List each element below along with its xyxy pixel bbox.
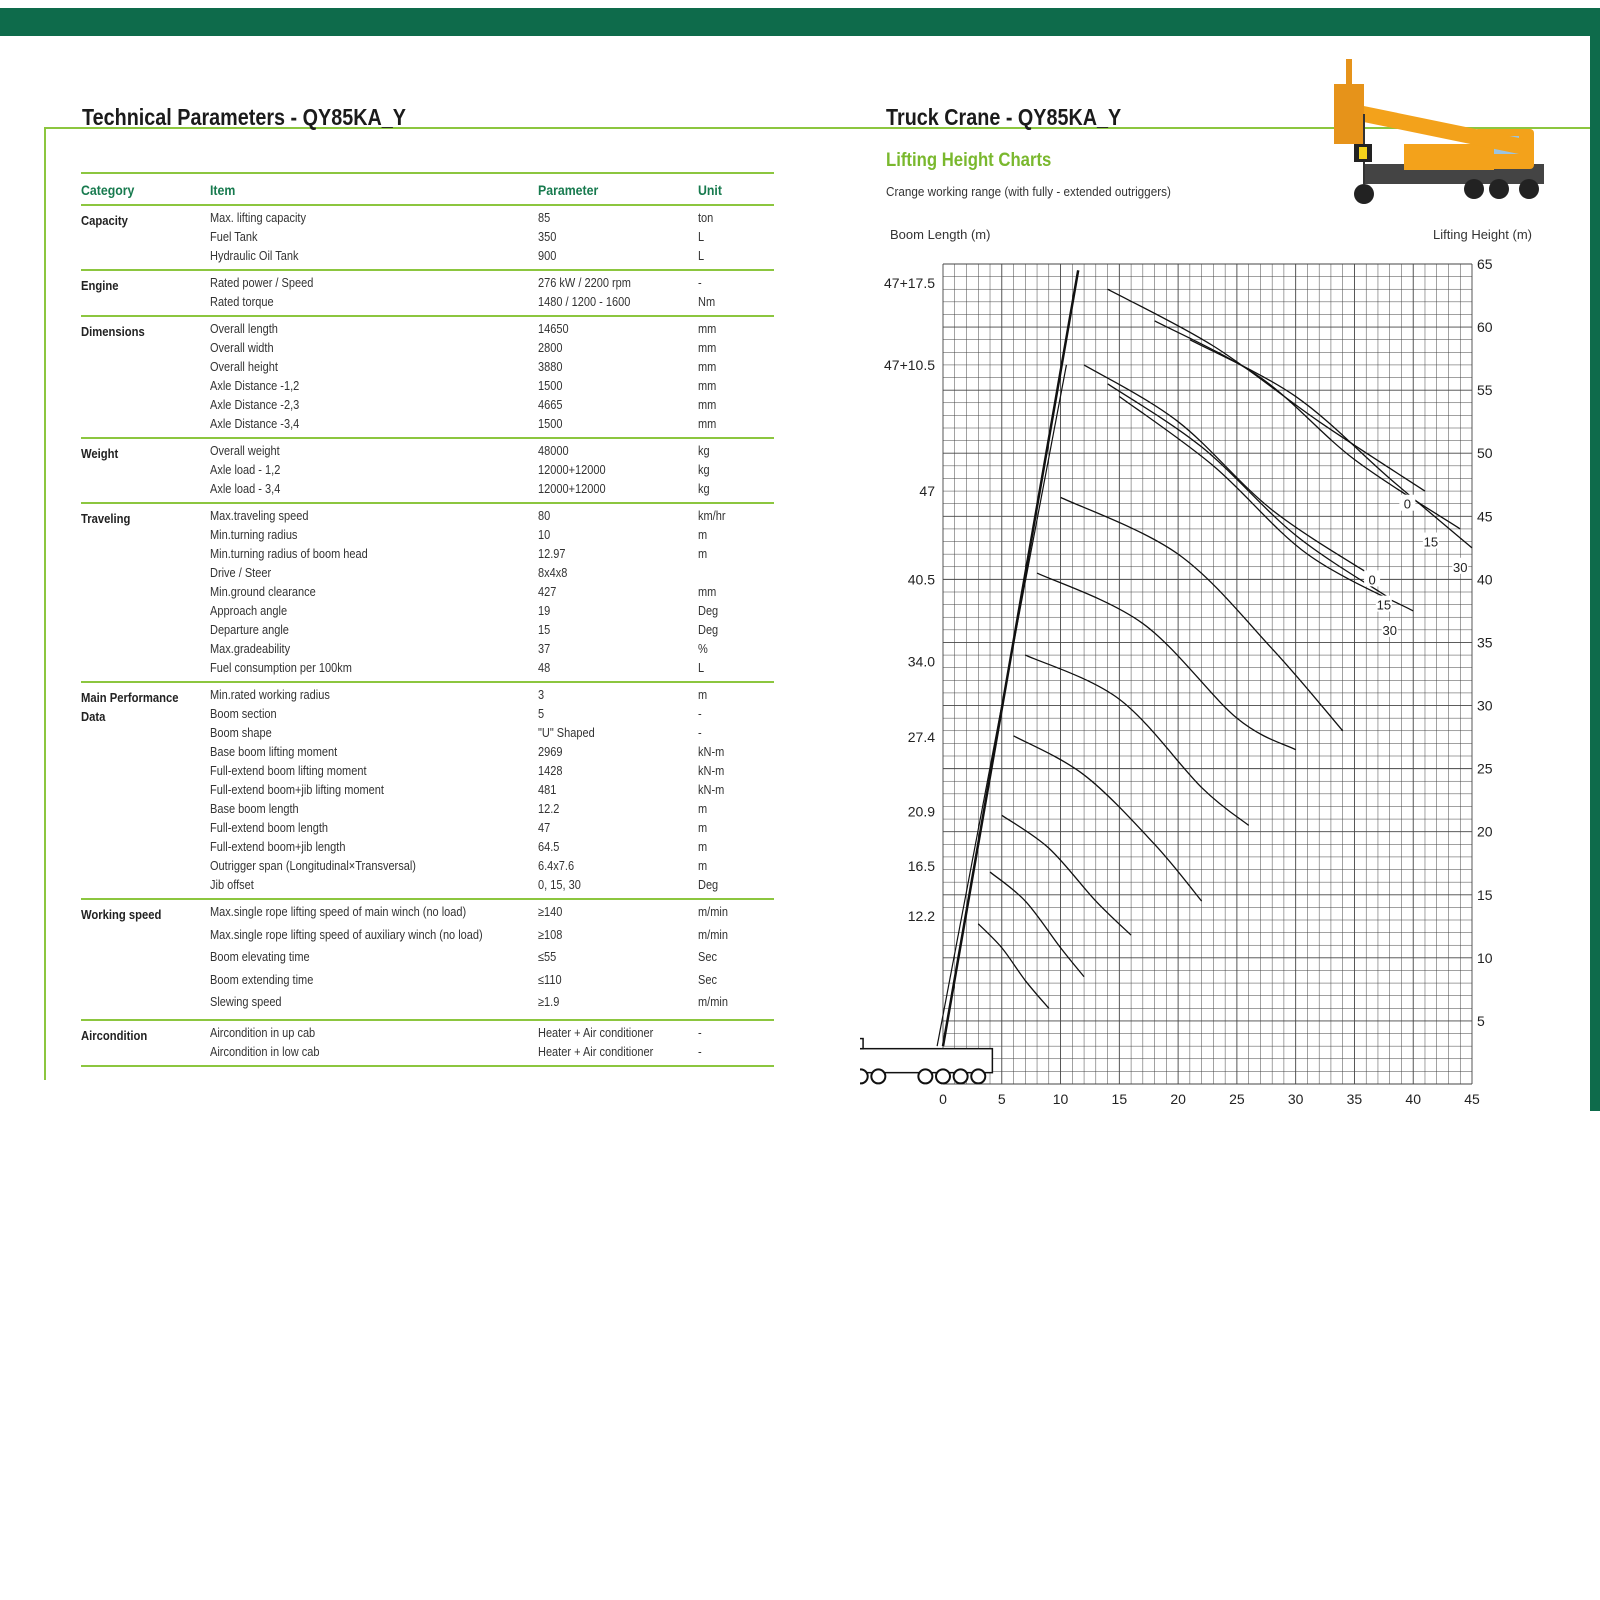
jib-offset-label: 30 bbox=[1453, 559, 1468, 575]
spec-unit: kg bbox=[698, 444, 710, 458]
spec-item: Full-extend boom+jib length bbox=[210, 840, 346, 854]
lifting-height-chart bbox=[860, 225, 1540, 1105]
spec-category: Working speed bbox=[81, 908, 162, 922]
spec-category: Main Performance Data bbox=[81, 691, 179, 724]
jib-offset-label: 30 bbox=[1382, 622, 1397, 638]
spec-item: Outrigger span (Longitudinal×Transversal) bbox=[210, 859, 416, 873]
spec-item: Aircondition in low cab bbox=[210, 1044, 320, 1059]
spec-item: Base boom length bbox=[210, 802, 299, 816]
spec-unit: m bbox=[698, 821, 708, 835]
spec-parameter: 3880 bbox=[538, 360, 563, 374]
boom-length-label: 27.4 bbox=[907, 729, 935, 746]
spec-unit: kg bbox=[698, 482, 710, 496]
y-tick-label: 35 bbox=[1477, 634, 1493, 651]
y-tick-label: 5 bbox=[1477, 1012, 1485, 1029]
spec-item: Max.traveling speed bbox=[210, 509, 309, 523]
spec-item: Max.single rope lifting speed of main winch (no load) bbox=[210, 905, 467, 919]
spec-row bbox=[81, 481, 774, 500]
spec-parameter: 12000+12000 bbox=[538, 463, 606, 477]
y-tick-label: 40 bbox=[1477, 571, 1493, 588]
spec-item: Boom extending time bbox=[210, 972, 314, 987]
x-tick-label: 45 bbox=[1464, 1091, 1480, 1105]
spec-row bbox=[81, 508, 774, 527]
truck-wheel bbox=[936, 1069, 950, 1083]
y-tick-label: 20 bbox=[1477, 823, 1493, 840]
spec-row bbox=[81, 782, 774, 801]
spec-row bbox=[81, 294, 774, 313]
spec-unit: m/min bbox=[698, 927, 728, 942]
spec-row bbox=[81, 927, 774, 950]
y-tick-label: 50 bbox=[1477, 445, 1493, 462]
spec-unit: L bbox=[698, 661, 705, 675]
spec-parameter: 64.5 bbox=[538, 840, 560, 854]
spec-unit: - bbox=[698, 726, 702, 740]
spec-unit: m/min bbox=[698, 995, 728, 1009]
spec-row bbox=[81, 584, 774, 603]
spec-row bbox=[81, 839, 774, 858]
spec-row bbox=[81, 565, 774, 584]
spec-item: Boom shape bbox=[210, 726, 272, 740]
spec-item: Min.turning radius bbox=[210, 528, 298, 542]
spec-unit: mm bbox=[698, 379, 717, 393]
truck-wheel bbox=[871, 1069, 885, 1083]
right-page-title: Truck Crane - QY85KA_Y bbox=[886, 104, 1122, 130]
header-parameter: Parameter bbox=[538, 182, 599, 198]
spec-category: Capacity bbox=[81, 214, 128, 228]
top-banner bbox=[0, 8, 1600, 36]
spec-parameter: 3 bbox=[538, 688, 545, 702]
header-unit: Unit bbox=[698, 182, 722, 198]
spec-item: Overall length bbox=[210, 322, 278, 336]
y-tick-label: 30 bbox=[1477, 697, 1493, 714]
left-page-title: Technical Parameters - QY85KA_Y bbox=[82, 104, 406, 130]
spec-parameter: ≥1.9 bbox=[538, 995, 560, 1009]
spec-group bbox=[81, 1021, 774, 1067]
spec-parameter: 12.97 bbox=[538, 547, 566, 561]
spec-row bbox=[81, 416, 774, 435]
truck-wheel bbox=[918, 1069, 932, 1083]
spec-item: Base boom lifting moment bbox=[210, 745, 338, 759]
lifting-curve bbox=[1002, 815, 1131, 935]
spec-item: Max.gradeability bbox=[210, 642, 291, 656]
spec-parameter: ≤55 bbox=[538, 950, 557, 964]
right-edge-bar bbox=[1590, 36, 1600, 1111]
spec-unit: m bbox=[698, 528, 708, 542]
spec-unit: L bbox=[698, 249, 705, 263]
truck-wheel bbox=[860, 1069, 868, 1083]
spec-item: Rated torque bbox=[210, 295, 274, 309]
spec-parameter: 48000 bbox=[538, 444, 569, 458]
spec-row bbox=[81, 462, 774, 481]
spec-unit: mm bbox=[698, 398, 717, 412]
spec-category: Weight bbox=[81, 447, 119, 461]
spec-unit: Sec bbox=[698, 950, 717, 964]
spec-group bbox=[81, 317, 774, 439]
spec-row bbox=[81, 820, 774, 839]
spec-group bbox=[81, 206, 774, 271]
spec-unit: mm bbox=[698, 360, 717, 374]
spec-parameter: 14650 bbox=[538, 322, 569, 336]
spec-row bbox=[81, 949, 774, 972]
spec-parameter: 19 bbox=[538, 604, 551, 618]
spec-unit: - bbox=[698, 707, 702, 721]
spec-category: Aircondition bbox=[81, 1028, 148, 1043]
boom-length-label: 20.9 bbox=[907, 803, 935, 820]
spec-group bbox=[81, 900, 774, 1021]
x-tick-label: 10 bbox=[1052, 1091, 1069, 1105]
spec-unit: mm bbox=[698, 585, 717, 599]
spec-row bbox=[81, 229, 774, 248]
spec-row bbox=[81, 706, 774, 725]
spec-row bbox=[81, 603, 774, 622]
spec-group bbox=[81, 504, 774, 683]
spec-item: Jib offset bbox=[210, 878, 254, 892]
spec-parameter: 1428 bbox=[538, 764, 563, 778]
spec-unit: - bbox=[698, 276, 702, 290]
spec-row bbox=[81, 877, 774, 896]
spec-item: Rated power / Speed bbox=[210, 276, 314, 290]
y-tick-label: 25 bbox=[1477, 760, 1493, 777]
spec-parameter: 37 bbox=[538, 642, 551, 656]
y-tick-label: 45 bbox=[1477, 508, 1493, 525]
spec-row bbox=[81, 397, 774, 416]
spec-unit: kN-m bbox=[698, 783, 725, 797]
spec-parameter: 0, 15, 30 bbox=[538, 878, 581, 892]
x-tick-label: 25 bbox=[1229, 1091, 1245, 1105]
y-tick-label: 10 bbox=[1477, 949, 1493, 966]
jib-offset-label: 15 bbox=[1376, 597, 1392, 613]
spec-row bbox=[81, 858, 774, 877]
spec-row bbox=[81, 1025, 774, 1044]
spec-item: Min.turning radius of boom head bbox=[210, 547, 368, 561]
truck-cab bbox=[860, 1039, 863, 1049]
spec-unit: m bbox=[698, 688, 708, 702]
spec-unit: m bbox=[698, 859, 708, 873]
y-tick-label: 15 bbox=[1477, 886, 1493, 903]
spec-row bbox=[81, 660, 774, 679]
spec-parameter: 1480 / 1200 - 1600 bbox=[538, 295, 631, 309]
spec-item: Max. lifting capacity bbox=[210, 211, 306, 225]
spec-row bbox=[81, 275, 774, 294]
header-item: Item bbox=[210, 182, 236, 198]
spec-parameter: Heater + Air conditioner bbox=[538, 1025, 654, 1040]
truck-wheel bbox=[954, 1069, 968, 1083]
spec-parameter: 4665 bbox=[538, 398, 563, 412]
spec-table bbox=[81, 172, 774, 1067]
spec-row bbox=[81, 527, 774, 546]
spec-unit: L bbox=[698, 230, 705, 244]
spec-parameter: 350 bbox=[538, 230, 557, 244]
spec-parameter: 2800 bbox=[538, 341, 563, 355]
x-tick-label: 0 bbox=[939, 1091, 947, 1105]
truck-wheel bbox=[971, 1069, 985, 1083]
spec-item: Axle Distance -2,3 bbox=[210, 398, 300, 412]
spec-item: Full-extend boom+jib lifting moment bbox=[210, 783, 384, 797]
chart-caption: Crange working range (with fully - extended outriggers) bbox=[886, 184, 1171, 199]
spec-item: Full-extend boom length bbox=[210, 821, 329, 835]
spec-parameter: 12000+12000 bbox=[538, 482, 606, 496]
spec-unit: - bbox=[698, 1025, 702, 1040]
x-tick-label: 40 bbox=[1405, 1091, 1422, 1105]
spec-parameter: 47 bbox=[538, 821, 551, 835]
spec-row bbox=[81, 248, 774, 267]
spec-parameter: ≥140 bbox=[538, 905, 563, 919]
x-tick-label: 5 bbox=[997, 1091, 1006, 1105]
spec-unit: kN-m bbox=[698, 764, 725, 778]
spec-item: Axle load - 3,4 bbox=[210, 482, 281, 496]
spec-unit: m bbox=[698, 547, 708, 561]
spec-parameter: 85 bbox=[538, 211, 551, 225]
spec-row bbox=[81, 210, 774, 229]
spec-item: Overall width bbox=[210, 341, 274, 355]
spec-unit: kg bbox=[698, 463, 710, 477]
header-category: Category bbox=[81, 182, 135, 198]
spec-row bbox=[81, 994, 774, 1017]
spec-row bbox=[81, 744, 774, 763]
spec-row bbox=[81, 1044, 774, 1063]
spec-unit: Deg bbox=[698, 623, 719, 637]
spec-item: Boom elevating time bbox=[210, 950, 310, 964]
jib-offset-label: 0 bbox=[1368, 572, 1376, 588]
boom-length-label: 47 bbox=[919, 483, 935, 500]
y-tick-label: 65 bbox=[1477, 256, 1493, 272]
boom-length-label: 34.0 bbox=[907, 653, 935, 670]
spec-group bbox=[81, 683, 774, 900]
lifting-curve bbox=[1025, 655, 1248, 825]
spec-group bbox=[81, 271, 774, 317]
boom-length-label: 47+10.5 bbox=[884, 356, 935, 373]
spec-item: Overall height bbox=[210, 360, 278, 374]
boom-length-label: 16.5 bbox=[907, 857, 935, 874]
spec-groups bbox=[81, 206, 774, 1067]
spec-item: Axle Distance -1,2 bbox=[210, 379, 300, 393]
spec-parameter: 1500 bbox=[538, 379, 563, 393]
y-axis-left-title: Boom Length (m) bbox=[890, 227, 991, 242]
spec-item: Overall weight bbox=[210, 444, 280, 458]
spec-parameter: 8x4x8 bbox=[538, 566, 568, 580]
spec-unit: mm bbox=[698, 417, 717, 431]
spec-row bbox=[81, 546, 774, 565]
spec-group bbox=[81, 439, 774, 504]
spec-unit: % bbox=[698, 642, 708, 656]
spec-item: Min.rated working radius bbox=[210, 688, 330, 702]
spec-row bbox=[81, 359, 774, 378]
spec-row bbox=[81, 725, 774, 744]
left-margin-rule bbox=[44, 128, 46, 1080]
spec-item: Min.ground clearance bbox=[210, 585, 316, 599]
spec-row bbox=[81, 801, 774, 820]
y-axis-right-title: Lifting Height (m) bbox=[1433, 227, 1532, 242]
spec-unit: mm bbox=[698, 341, 717, 355]
spec-category: Traveling bbox=[81, 512, 131, 526]
spec-parameter: 80 bbox=[538, 509, 551, 523]
boom-length-label: 40.5 bbox=[907, 571, 935, 588]
chart-subtitle: Lifting Height Charts bbox=[886, 150, 1052, 171]
spec-row bbox=[81, 443, 774, 462]
spec-category: Engine bbox=[81, 279, 119, 293]
x-tick-label: 20 bbox=[1170, 1091, 1186, 1105]
spec-parameter: 5 bbox=[538, 707, 545, 721]
spec-category: Dimensions bbox=[81, 325, 145, 339]
spec-parameter: 1500 bbox=[538, 417, 563, 431]
spec-parameter: 900 bbox=[538, 249, 557, 263]
spec-unit: m bbox=[698, 802, 708, 816]
spec-parameter: 481 bbox=[538, 783, 557, 797]
boom-length-label: 47+17.5 bbox=[884, 274, 935, 291]
spec-parameter: 6.4x7.6 bbox=[538, 859, 575, 873]
spec-row bbox=[81, 321, 774, 340]
y-tick-label: 55 bbox=[1477, 382, 1493, 399]
spec-parameter: ≤110 bbox=[538, 972, 562, 987]
spec-unit: - bbox=[698, 1044, 702, 1059]
spec-row bbox=[81, 641, 774, 660]
spec-unit: Deg bbox=[698, 604, 719, 618]
spec-parameter: 12.2 bbox=[538, 802, 560, 816]
spec-unit: Sec bbox=[698, 972, 717, 987]
spec-parameter: ≥108 bbox=[538, 927, 563, 942]
x-tick-label: 15 bbox=[1111, 1091, 1128, 1105]
spec-item: Full-extend boom lifting moment bbox=[210, 764, 367, 778]
spec-unit: km/hr bbox=[698, 509, 726, 523]
spec-parameter: 48 bbox=[538, 661, 551, 675]
spec-unit: Nm bbox=[698, 295, 716, 309]
spec-unit: kN-m bbox=[698, 745, 725, 759]
spec-unit: Deg bbox=[698, 878, 719, 892]
spec-row bbox=[81, 622, 774, 641]
spec-row bbox=[81, 687, 774, 706]
spec-table-header bbox=[81, 172, 774, 206]
spec-row bbox=[81, 340, 774, 359]
spec-unit: ton bbox=[698, 211, 714, 225]
spec-item: Approach angle bbox=[210, 604, 288, 618]
spec-row bbox=[81, 763, 774, 782]
spec-item: Axle load - 1,2 bbox=[210, 463, 281, 477]
spec-item: Fuel consumption per 100km bbox=[210, 661, 352, 675]
spec-item: Max.single rope lifting speed of auxiliary winch (no load) bbox=[210, 927, 483, 942]
spec-parameter: 276 kW / 2200 rpm bbox=[538, 276, 631, 290]
spec-item: Departure angle bbox=[210, 623, 289, 637]
spec-parameter: 427 bbox=[538, 585, 557, 599]
spec-item: Slewing speed bbox=[210, 995, 282, 1009]
spec-item: Aircondition in up cab bbox=[210, 1025, 316, 1040]
spec-parameter: "U" Shaped bbox=[538, 726, 595, 740]
x-tick-label: 30 bbox=[1287, 1091, 1304, 1105]
jib-offset-label: 15 bbox=[1423, 534, 1439, 550]
spec-row bbox=[81, 972, 774, 995]
spec-row bbox=[81, 904, 774, 927]
spec-parameter: 15 bbox=[538, 623, 551, 637]
spec-item: Drive / Steer bbox=[210, 566, 272, 580]
spec-parameter: Heater + Air conditioner bbox=[538, 1044, 654, 1059]
spec-item: Fuel Tank bbox=[210, 230, 258, 244]
spec-unit: mm bbox=[698, 322, 717, 336]
boom-length-label: 12.2 bbox=[907, 908, 935, 925]
spec-item: Axle Distance -3,4 bbox=[210, 417, 300, 431]
spec-item: Boom section bbox=[210, 707, 277, 721]
y-tick-label: 60 bbox=[1477, 319, 1493, 336]
crane-photo bbox=[1324, 44, 1554, 216]
spec-row bbox=[81, 378, 774, 397]
x-tick-label: 35 bbox=[1346, 1091, 1363, 1105]
spec-unit: m bbox=[698, 840, 708, 854]
spec-parameter: 10 bbox=[538, 528, 551, 542]
spec-item: Hydraulic Oil Tank bbox=[210, 249, 299, 263]
jib-offset-label: 0 bbox=[1403, 496, 1411, 512]
spec-parameter: 2969 bbox=[538, 745, 563, 759]
spec-unit: m/min bbox=[698, 905, 728, 919]
